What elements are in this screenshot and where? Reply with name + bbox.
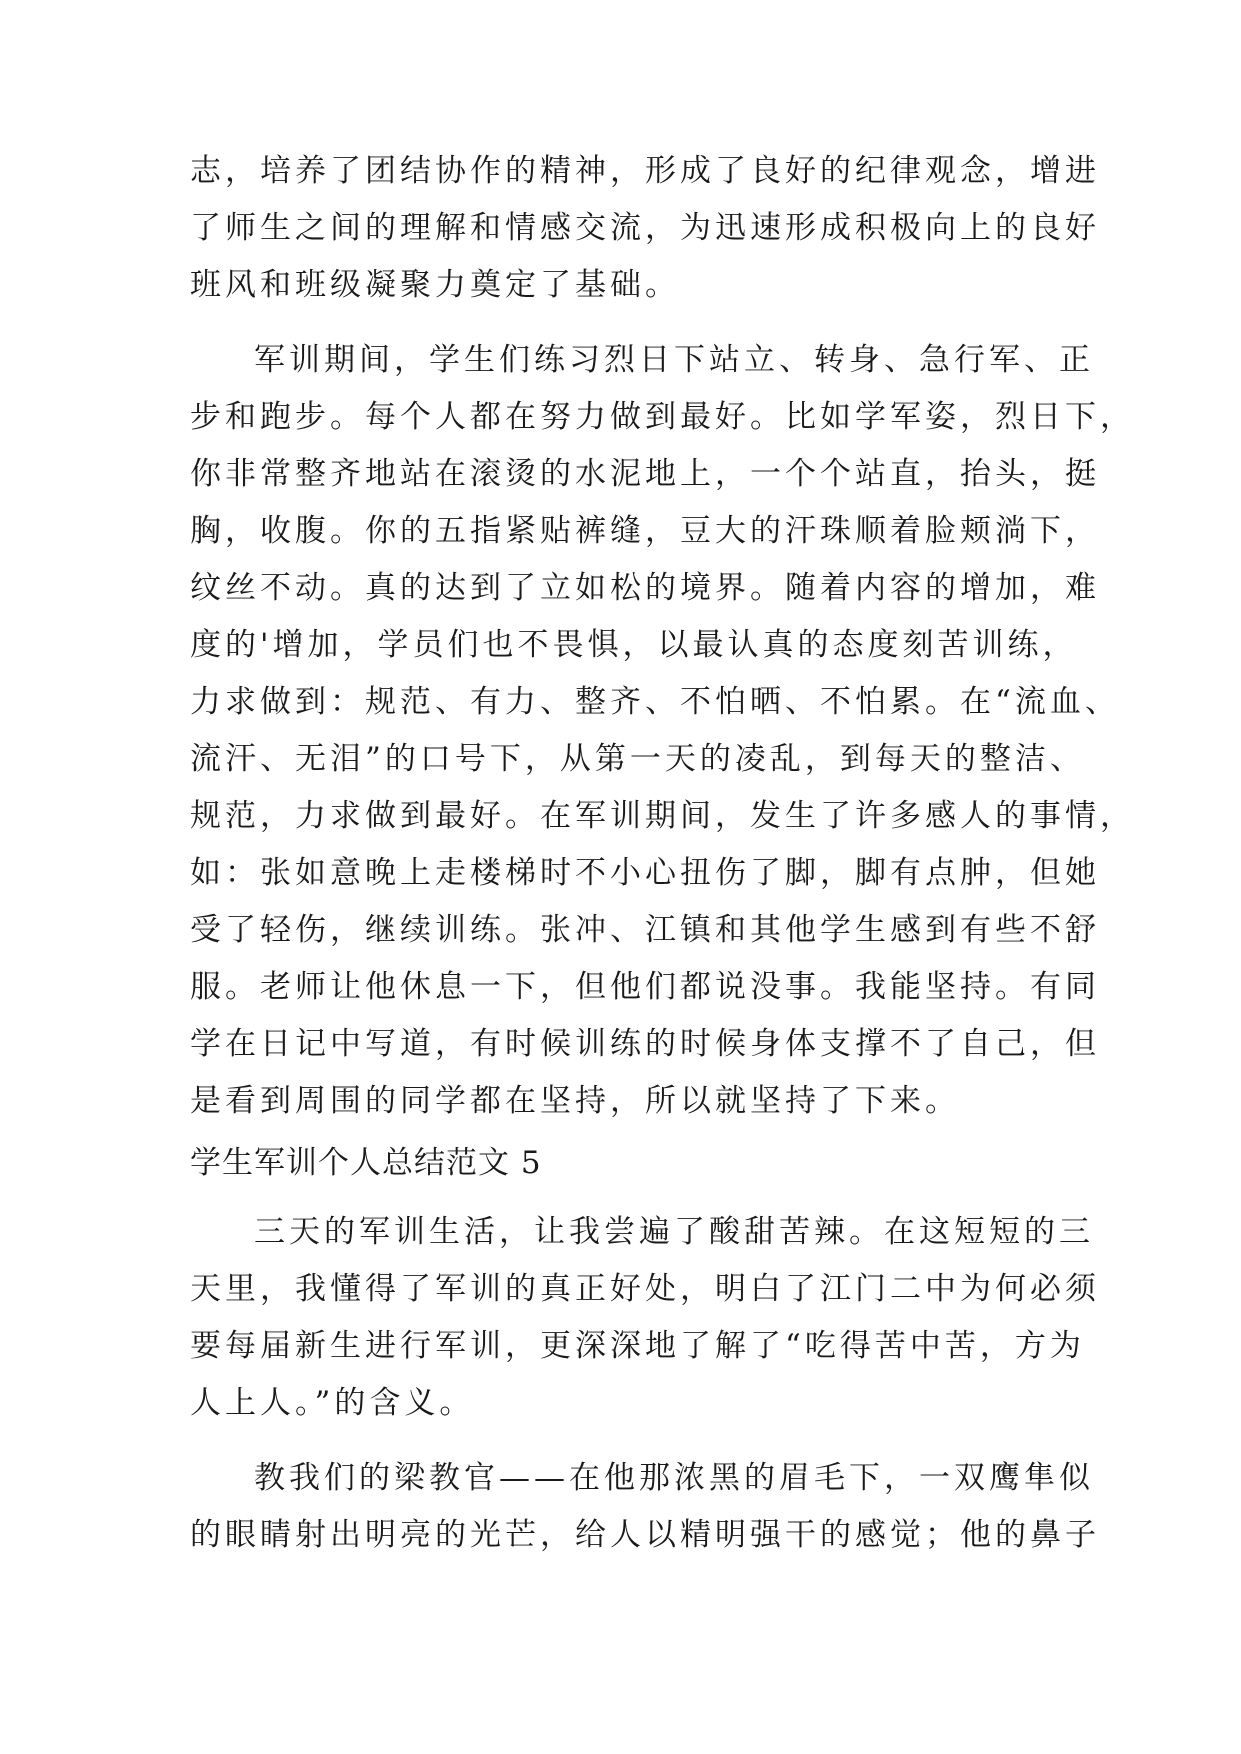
text-line: 天里，我懂得了军训的真正好处，明白了江门二中为何必须 [190,1271,1100,1307]
text-line: 你非常整齐地站在滚烫的水泥地上，一个个站直，抬头，挺 [190,456,1100,492]
text-line: 是看到周围的同学都在坚持，所以就坚持了下来。 [190,1083,960,1119]
text-line: 的眼睛射出明亮的光芒，给人以精明强干的感觉；他的鼻子 [190,1517,1100,1553]
text-line: 人上人。”的含义。 [190,1385,475,1421]
text-line: 了师生之间的理解和情感交流，为迅速形成积极向上的良好 [190,210,1100,246]
text-line: 志，培养了团结协作的精神，形成了良好的纪律观念，增进 [190,153,1100,189]
text-line: 学在日记中写道，有时候训练的时候身体支撑不了自己，但 [190,1026,1100,1062]
text-line: 纹丝不动。真的达到了立如松的境界。随着内容的增加，难 [190,570,1100,606]
text-line: 流汗、无泪”的口号下，从第一天的凌乱，到每天的整洁、 [190,741,1085,777]
paragraph-first-line: 三天的军训生活，让我尝遍了酸甜苦辣。在这短短的三 [254,1214,1094,1250]
text-line: 胸，收腹。你的五指紧贴裤缝，豆大的汗珠顺着脸颊淌下， [190,513,1100,549]
text-line: 如：张如意晚上走楼梯时不小心扭伤了脚，脚有点肿，但她 [190,855,1100,891]
text-line: 班风和班级凝聚力奠定了基础。 [190,267,680,303]
section-heading: 学生军训个人总结范文 5 [190,1145,542,1181]
text-line: 服。老师让他休息一下，但他们都说没事。我能坚持。有同 [190,969,1100,1005]
text-line: 度的'增加，学员们也不畏惧，以最认真的态度刻苦训练， [190,627,1078,663]
paragraph-first-line: 教我们的梁教官——在他那浓黑的眉毛下，一双鹰隼似 [254,1460,1094,1496]
text-line: 要每届新生进行军训，更深深地了解了“吃得苦中苦，方为 [190,1328,1085,1364]
paragraph-first-line: 军训期间，学生们练习烈日下站立、转身、急行军、正 [254,342,1094,378]
text-line: 受了轻伤，继续训练。张冲、江镇和其他学生感到有些不舒 [190,912,1100,948]
text-line: 力求做到：规范、有力、整齐、不怕晒、不怕累。在“流血、 [190,684,1120,720]
text-line: 规范，力求做到最好。在军训期间，发生了许多感人的事情， [190,798,1135,834]
text-line: 步和跑步。每个人都在努力做到最好。比如学军姿，烈日下， [190,399,1135,435]
